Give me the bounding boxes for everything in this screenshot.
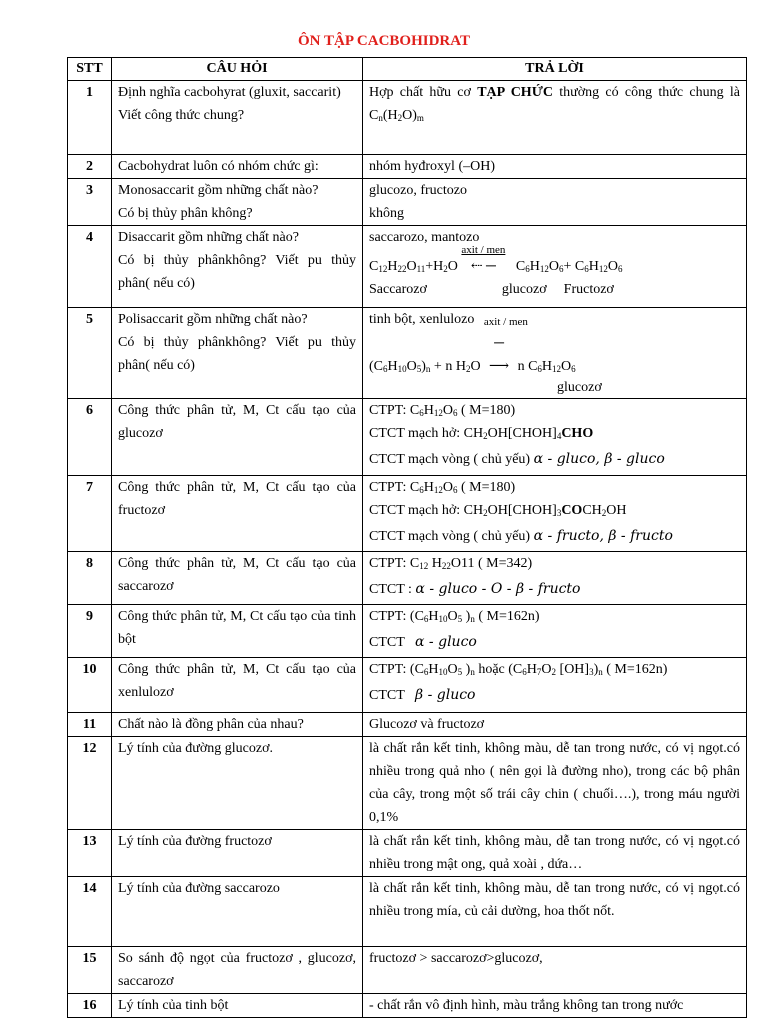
question-line: Công thức phân tử, M, Ct cấu tạo của xenlulozơ xyxy=(118,662,356,700)
table-row xyxy=(68,658,747,713)
header-stt: STT xyxy=(68,58,112,81)
reversible-arrow-icon: axit / men ⇠ ─ xyxy=(461,255,505,278)
question-line: Định nghĩa cacbohyrat (gluxit, saccarit) xyxy=(118,85,341,100)
structural-formula: CTCT : α - gluco - O - β - fructo xyxy=(369,581,581,597)
answer-line: glucozo, fructozo xyxy=(369,183,467,198)
table-row xyxy=(68,226,747,308)
question-line: Chất nào là đồng phân của nhau? xyxy=(118,717,304,732)
question-line: Monosaccarit gồm những chất nào? xyxy=(118,183,319,198)
row-number: 15 xyxy=(68,947,112,994)
question-line: Disaccarit gồm những chất nào? xyxy=(118,230,299,245)
question-cell xyxy=(112,399,363,476)
catalyst-label: axit / men xyxy=(461,244,506,256)
question-cell xyxy=(112,737,363,830)
question-cell xyxy=(112,830,363,877)
page-title: ÔN TẬP CACBOHIDRAT xyxy=(298,33,470,49)
formula-glyph: α - fructo, β - fructo xyxy=(533,528,673,544)
question-line: Có bị thủy phân không? xyxy=(118,206,253,221)
formula-glyph: β - gluco xyxy=(415,687,476,703)
answer-line: saccarozo, mantozo xyxy=(369,230,480,245)
question-cell xyxy=(112,81,363,155)
question-cell xyxy=(112,308,363,399)
row-number: 5 xyxy=(68,308,112,399)
table-row xyxy=(68,81,747,155)
answer-cell xyxy=(363,81,747,155)
structural-formula: CTCT α - gluco xyxy=(369,634,477,650)
table-row xyxy=(68,947,747,994)
answer-cell: là chất rắn kết tinh, không màu, dễ tan trong nước, có vị ngọt.có nhiều trong quả nho ( nên gọi là đường nho), trong các bộ phân của cây, trong một số trái cây chin ( chuối….), trong máu người 0,1% xyxy=(363,737,747,830)
compound-label: glucozơ xyxy=(501,282,547,297)
answer-cell xyxy=(363,179,747,226)
structural-formula: CTCT β - gluco xyxy=(369,687,476,703)
table-row xyxy=(68,179,747,226)
compound-label: Fructozơ xyxy=(563,282,614,297)
table-row xyxy=(68,713,747,737)
general-formula: $C_n(H_2O)_m$ xyxy=(369,108,424,123)
compound-label: Saccarozơ xyxy=(369,282,427,297)
table-row xyxy=(68,476,747,552)
answer-cell: nhóm hyđroxyl (–OH) xyxy=(363,155,747,179)
hydrolysis-equation: $(C_6H_{10}O_5)_n + n$ $H_2O$ ─ ⟶ n $C_6H_{12}O_6$ xyxy=(369,332,740,378)
question-cell xyxy=(112,658,363,713)
answer-cell xyxy=(363,226,747,308)
table-row xyxy=(68,155,747,179)
question-line: Polisaccarit gồm những chất nào? xyxy=(118,312,308,327)
row-number: 16 xyxy=(68,994,112,1018)
table-row xyxy=(68,737,747,830)
row-number: 2 xyxy=(68,155,112,179)
question-line: Công thức phân tử, M, Ct cấu tạo của fructozơ xyxy=(118,480,356,518)
question-cell xyxy=(112,605,363,658)
compound-label: glucozơ xyxy=(557,380,602,395)
table-row xyxy=(68,994,747,1018)
row-number: 14 xyxy=(68,877,112,947)
question-cell xyxy=(112,947,363,994)
question-line: Có bị thủy phânkhông? Viết pu thủy phân( nếu có) xyxy=(118,253,356,291)
question-line: Lý tính của tinh bột xyxy=(118,998,229,1013)
question-line: Viết công thức chung? xyxy=(118,108,245,123)
table-row xyxy=(68,399,747,476)
question-line: So sánh độ ngọt của fructozơ , glucozơ, saccarozơ xyxy=(118,951,356,989)
answer-line: không xyxy=(369,206,404,221)
row-number: 6 xyxy=(68,399,112,476)
answer-cell xyxy=(363,605,747,658)
question-cell xyxy=(112,476,363,552)
question-line: Lý tính của đường glucozơ. xyxy=(118,741,273,756)
table-row xyxy=(68,830,747,877)
open-chain-formula: CTCT mạch hở: $CH_2OH[CHOH]_3COCH_2OH$ xyxy=(369,503,627,518)
arrow-icon: ─ ⟶ xyxy=(489,336,510,374)
row-number: 4 xyxy=(68,226,112,308)
question-line: Công thức phân tử, M, Ct cấu tạo của tinh bột xyxy=(118,609,356,647)
question-cell xyxy=(112,552,363,605)
molecular-formula: CTPT: $C_6H_{12}O_6$ ( M=180) xyxy=(369,403,516,418)
row-number: 11 xyxy=(68,713,112,737)
answer-cell: là chất rắn kết tinh, không màu, dễ tan trong nước, có vị ngọt.có nhiều trong mật ong, quả xoài , dứa… xyxy=(363,830,747,877)
question-line: Cacbohydrat luôn có nhóm chức gì: xyxy=(118,159,319,174)
row-number: 13 xyxy=(68,830,112,877)
molecular-formula: CTPT: $C_{12}$ $H_{22}O11$ ( M=342) xyxy=(369,556,533,571)
answer-cell: - chất rắn vô định hình, màu trắng không tan trong nước xyxy=(363,994,747,1018)
answer-cell xyxy=(363,552,747,605)
question-cell xyxy=(112,877,363,947)
row-number: 9 xyxy=(68,605,112,658)
row-number: 10 xyxy=(68,658,112,713)
formula-glyph: α - gluco xyxy=(415,634,477,650)
answer-cell xyxy=(363,476,747,552)
answer-cell xyxy=(363,399,747,476)
table-row xyxy=(68,877,747,947)
answer-text: thường có công thức chung là xyxy=(552,85,740,100)
question-cell xyxy=(112,226,363,308)
formula-glyph: α - gluco - O - β - fructo xyxy=(415,581,581,597)
answer-text: Hợp chất hữu cơ xyxy=(369,85,478,100)
answer-cell: là chất rắn kết tinh, không màu, dễ tan trong nước, có vị ngọt.có nhiều trong mía, củ cải dường, hoa thốt nốt. xyxy=(363,877,747,947)
hydrolysis-equation: $C_{12}H_{22}O_{11}+H_2O$ axit / men ⇠ ─ $C_6H_{12}O_6+ C_6H_{12}O_6$ xyxy=(369,249,740,278)
formula-glyph: α - gluco, β - gluco xyxy=(533,451,665,467)
row-number: 1 xyxy=(68,81,112,155)
open-chain-formula: CTCT mạch hở: $CH_2OH[CHOH]_4CHO$ xyxy=(369,426,594,441)
question-line: Công thức phân tử, M, Ct cấu tạo của glucozơ xyxy=(118,403,356,441)
row-number: 3 xyxy=(68,179,112,226)
answer-cell xyxy=(363,308,747,399)
table-row xyxy=(68,308,747,399)
catalyst-label: axit / men xyxy=(483,316,528,328)
compound-labels xyxy=(369,278,740,301)
question-line: Lý tính của đường fructozơ xyxy=(118,834,272,849)
question-cell xyxy=(112,155,363,179)
question-cell xyxy=(112,713,363,737)
row-number: 12 xyxy=(68,737,112,830)
table-row xyxy=(68,552,747,605)
cyclic-formula: CTCT mạch vòng ( chủ yếu) α - fructo, β - fructo xyxy=(369,528,673,544)
row-number: 8 xyxy=(68,552,112,605)
molecular-formula: CTPT: ($C_6H_{10}O_5$ )$_n$ hoặc ($C_6H_7O_2$ $[OH]_3)_n$ ( M=162n) xyxy=(369,662,668,677)
question-line: Có bị thủy phânkhông? Viết pu thủy phân( nếu có) xyxy=(118,335,356,373)
review-table xyxy=(67,57,747,1018)
question-line: Công thức phân tử, M, Ct cấu tạo của saccarozơ xyxy=(118,556,356,594)
question-cell xyxy=(112,179,363,226)
row-number: 7 xyxy=(68,476,112,552)
table-header-row xyxy=(68,58,747,81)
answer-cell: fructozơ > saccarozơ>glucozơ, xyxy=(363,947,747,994)
molecular-formula: CTPT: ($C_6H_{10}O_5$ )$_n$ ( M=162n) xyxy=(369,609,540,624)
answer-cell xyxy=(363,658,747,713)
molecular-formula: CTPT: $C_6H_{12}O_6$ ( M=180) xyxy=(369,480,516,495)
header-question: CÂU HỎI xyxy=(112,58,363,81)
answer-line: tinh bột, xenlulozo axit / men xyxy=(369,312,528,328)
question-line: Lý tính của đường saccarozo xyxy=(118,881,280,896)
header-answer: TRẢ LỜI xyxy=(363,58,747,81)
cyclic-formula: CTCT mạch vòng ( chủ yếu) α - gluco, β - gluco xyxy=(369,451,665,467)
answer-cell: Glucozơ và fructozơ xyxy=(363,713,747,737)
question-cell xyxy=(112,994,363,1018)
table-row xyxy=(68,605,747,658)
answer-emphasis: TẠP CHỨC xyxy=(477,85,553,100)
